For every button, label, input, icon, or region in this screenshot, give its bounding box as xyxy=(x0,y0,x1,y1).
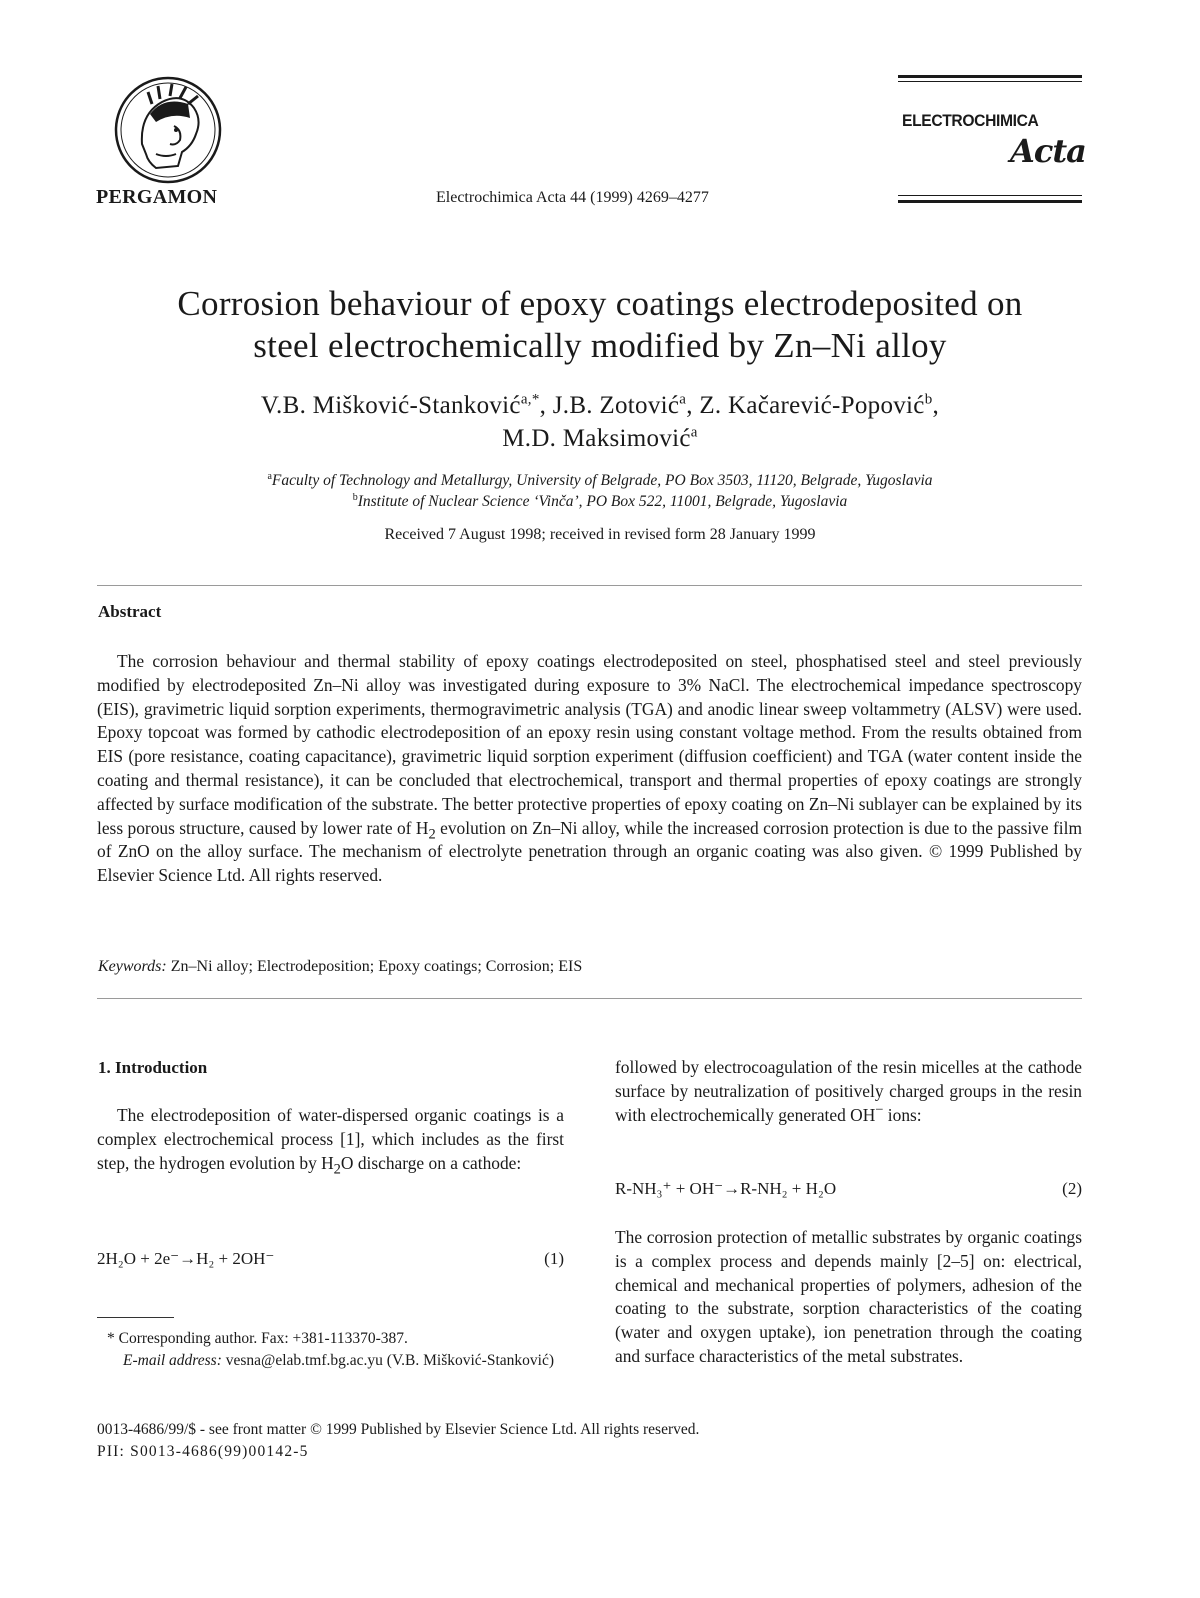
footnote-rule xyxy=(97,1317,174,1318)
affiliations xyxy=(60,470,1140,512)
affiliation-text: Faculty of Technology and Metallurgy, University of Belgrade, PO Box 3503, 11120, Belgrade, Yugoslavia xyxy=(271,472,933,489)
equation-number: (2) xyxy=(1062,1179,1082,1198)
section-heading: 1. Introduction xyxy=(98,1058,208,1077)
journal-rule-top xyxy=(898,75,1082,78)
keywords-text: Zn–Ni alloy; Electrodeposition; Epoxy coatings; Corrosion; EIS xyxy=(170,958,583,975)
author-name: M.D. Maksimović xyxy=(502,425,691,452)
right-paragraph: followed by electrocoagulation of the resin micelles at the cathode surface by neutralization of positively charged groups in the resin with electrochemically generated OH− ions: xyxy=(615,1057,1082,1125)
affiliation-mark: a xyxy=(267,470,272,482)
author-separator: , xyxy=(686,392,700,419)
author-list xyxy=(60,389,1140,455)
author-separator: , xyxy=(932,392,940,419)
publisher-name: PERGAMON xyxy=(96,186,218,208)
author-name: Z. Kačarević-Popović xyxy=(699,392,925,419)
abstract-text: The corrosion behaviour and thermal stability of epoxy coatings electrodeposited on steel, phosphatised steel and steel previously modified by electrodeposited Zn–Ni alloy was investigated during exposure to 3% NaCl. The electrochemical impedance spectroscopy (EIS), gravimetric liquid sorption experiments, thermogravimetric analysis (TGA) and anodic linear sweep voltammetry (ALSV) were used. Epoxy topcoat was formed by cathodic electrodeposition of an epoxy resin using constant voltage method. From the results obtained from EIS (pore resistance, coating capacitance), gravimetric liquid sorption experiment (diffusion coefficient) and TGA (water content inside the coating and thermal resistance), it can be concluded that electrochemical, transport and thermal properties of epoxy coatings are strongly affected by surface modification of the substrate. The better protective properties of epoxy coating on Zn–Ni sublayer can be explained by its less porous structure, caused by lower rate of $H_2$ evolution on Zn–Ni alloy, while the increased corrosion protection is due to the passive film of ZnO on the alloy surface. The mechanism of electrolyte penetration through an organic coating was also given. © 1999 Published by Elsevier Science Ltd. All rights reserved. xyxy=(97,651,1082,886)
title-line: Corrosion behaviour of epoxy coatings electrodeposited on xyxy=(177,284,1023,323)
pii-line: PII: S0013-4686(99)00142-5 xyxy=(97,1443,309,1460)
author-name: V.B. Mišković-Stanković xyxy=(260,392,521,419)
journal-acta: Acta xyxy=(1010,132,1086,170)
right-paragraph: The corrosion protection of metallic substrates by organic coatings is a complex process and depends mainly [2–5] on: electrical, chemical and mechanical properties of polymers, adhesion of the coating to the substrate, sorption characteristics of the coating (water and oxygen uptake), ion penetration through the coating and surface characteristics of the metal substrates. xyxy=(615,1227,1082,1366)
divider xyxy=(97,585,1082,586)
author-affiliation-mark: a xyxy=(679,391,687,408)
email-note: E-mail address: vesna@elab.tmf.bg.ac.yu (V.B. Mišković-Stanković) xyxy=(123,1351,554,1369)
author-affiliation-mark: a,* xyxy=(520,391,540,408)
journal-name: ELECTROCHIMICA xyxy=(902,111,1039,130)
intro-paragraph: The electrodeposition of water-dispersed organic coatings is a complex electrochemical process [1], which includes as the first step, the hydrogen evolution by $H_2O$ discharge on a cathode: xyxy=(97,1105,564,1178)
affiliation-mark: b xyxy=(352,491,358,503)
author-separator: , xyxy=(539,392,553,419)
equation-text: R-NH₃⁺ + OH⁻→R-NH₂ + H₂O xyxy=(615,1179,837,1198)
article-title xyxy=(60,283,1140,367)
copyright-block xyxy=(97,1419,699,1463)
received-dates: Received 7 August 1998; received in revised form 28 January 1999 xyxy=(384,526,816,543)
corresponding-author-note: * Corresponding author. Fax: +381-113370-387. xyxy=(107,1330,408,1347)
abstract-heading: Abstract xyxy=(98,602,162,621)
equation-2 xyxy=(615,1179,1082,1199)
journal-rule-bottom-thin xyxy=(898,195,1082,196)
keywords xyxy=(98,958,582,976)
author-affiliation-mark: a xyxy=(690,424,698,441)
equation-text: 2H₂O + 2e⁻→H₂ + 2OH⁻ xyxy=(97,1249,275,1268)
author-affiliation-mark: b xyxy=(924,391,933,408)
divider xyxy=(97,998,1082,999)
journal-rule-top-thin xyxy=(898,81,1082,82)
keywords-label: Keywords: xyxy=(98,958,167,975)
affiliation-text: Institute of Nuclear Science ‘Vinča’, PO Box 522, 11001, Belgrade, Yugoslavia xyxy=(357,493,848,510)
title-line: steel electrochemically modified by Zn–Ni alloy xyxy=(253,326,947,365)
journal-citation: Electrochimica Acta 44 (1999) 4269–4277 xyxy=(436,189,709,206)
journal-rule-bottom xyxy=(898,200,1082,203)
issn-line: 0013-4686/99/$ - see front matter © 1999 Published by Elsevier Science Ltd. All rights reserved. xyxy=(97,1421,700,1438)
equation-1 xyxy=(97,1249,564,1269)
equation-number: (1) xyxy=(544,1249,564,1268)
footnote xyxy=(97,1328,564,1371)
author-name: J.B. Zotović xyxy=(552,392,680,419)
pergamon-logo xyxy=(112,74,224,186)
